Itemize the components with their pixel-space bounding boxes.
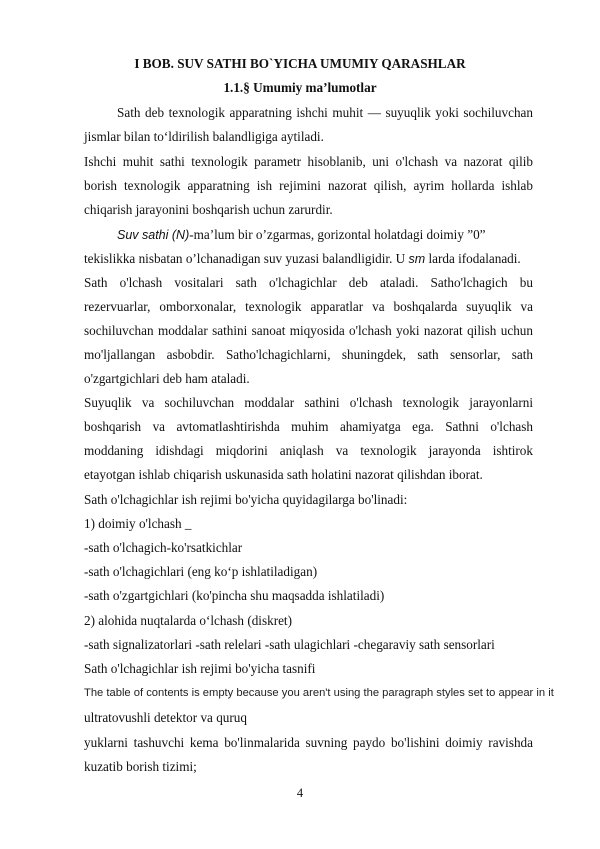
term-suv-sathi: Suv sathi (N) (117, 228, 190, 242)
paragraph-1-line-1: Sath deb texnologik apparatning ishchi muhit — suyuqlik yoki sochiluvchan (117, 105, 533, 120)
unit-sm: sm (408, 252, 426, 266)
list-intro: Sath o'lchagichlar ish rejimi bo'yicha quyidagilarga bo'linadi: (84, 492, 408, 507)
paragraph-2-line-1: Ishchi muhit sathi texnologik parametr hisoblanib, uni o'lchash va nazorat qilib (84, 154, 533, 169)
paragraph-3-line-2-post: larda ifodalanadi. (428, 251, 521, 266)
tail-line-2: yuklarni tashuvchi kema bo'linmalarida suvning paydo bo'lishini doimiy ravishda (84, 735, 533, 750)
tail-line-1: ultratovushli detektor va quruq (84, 710, 247, 725)
paragraph-2-line-3: chiqarish jarayonini boshqarish uchun zarurdir. (84, 202, 333, 217)
paragraph-2-line-2: borish texnologik apparatning ish rejimini nazorat qilish, ayrim hollarda ishlab (84, 178, 533, 193)
classification-heading: Sath o'lchagichlar ish rejimi bo'yicha tasnifi (84, 661, 316, 676)
paragraph-4-line-5: o'zgartgichlari deb ham ataladi. (84, 371, 250, 386)
list-item-2a: -sath signalizatorlari -sath relelari -sath ulagichlari -chegaraviy sath sensorlari (84, 637, 495, 652)
tail-line-3: kuzatib borish tizimi; (84, 759, 197, 774)
chapter-title: I BOB. SUV SATHI BO`YICHA UMUMIY QARASHLAR (134, 56, 466, 71)
paragraph-3-line-2-pre: tekislikka nisbatan o’lchanadigan suv yuzasi balandligidir. U (84, 251, 406, 266)
list-item-1: 1) doimiy o'lchash _ (84, 516, 192, 531)
list-item-1b: -sath o'lchagichlari (eng ko‘p ishlatiladigan) (84, 564, 318, 579)
paragraph-5-line-1: Suyuqlik va sochiluvchan moddalar sathini o'lchash texnologik jarayonlarni (84, 395, 533, 410)
paragraph-1-line-2: jismlar bilan to‘ldirilish balandligiga aytiladi. (84, 129, 324, 144)
list-item-1a: -sath o'lchagich-ko'rsatkichlar (84, 540, 243, 555)
paragraph-4-line-1: Sath o'lchash vositalari sath o'lchagichlar deb ataladi. Satho'lchagich bu (84, 275, 533, 290)
paragraph-5-line-4: etayotgan ishlab chiqarish uskunasida sath holatini nazorat qilishdan iborat. (84, 467, 483, 482)
paragraph-3-line-1-rest: -ma’lum bir o’zgarmas, gorizontal holatdagi doimiy ”0” (189, 227, 486, 242)
paragraph-4-line-4: mo'ljallangan asbobdir. Satho'lchagichlarni, shuningdek, sath sensorlar, sath (84, 347, 533, 362)
paragraph-4-line-2: rezervuarlar, omborxonalar, texnologik apparatlar va boshqalarda suyuqlik va (84, 299, 533, 314)
paragraph-3-line-2 (84, 247, 521, 271)
paragraph-3-line-1 (117, 223, 533, 247)
paragraph-5-line-3: moddaning idishdagi miqdorini aniqlash va texnologik jarayonda ishtirok (84, 443, 533, 458)
list-item-1c: -sath o'zgartgichlari (ko'pincha shu maqsadda ishlatiladi) (84, 588, 385, 603)
page-number: 4 (296, 786, 304, 800)
list-item-2: 2) alohida nuqtalarda o‘lchash (diskret) (84, 613, 292, 628)
section-title: 1.1.§ Umumiy ma’lumotlar (223, 80, 377, 95)
paragraph-5-line-2: boshqarish va avtomatlashtirishda muhim ahamiyatga ega. Sathni o'lchash (84, 419, 533, 434)
toc-empty-note: The table of contents is empty because you aren't using the paragraph styles set to appear in it (84, 687, 554, 699)
paragraph-4-line-3: sochiluvchan moddalar sathini sanoat miqyosida o'lchash yoki nazorat qilish uchun (84, 323, 533, 338)
